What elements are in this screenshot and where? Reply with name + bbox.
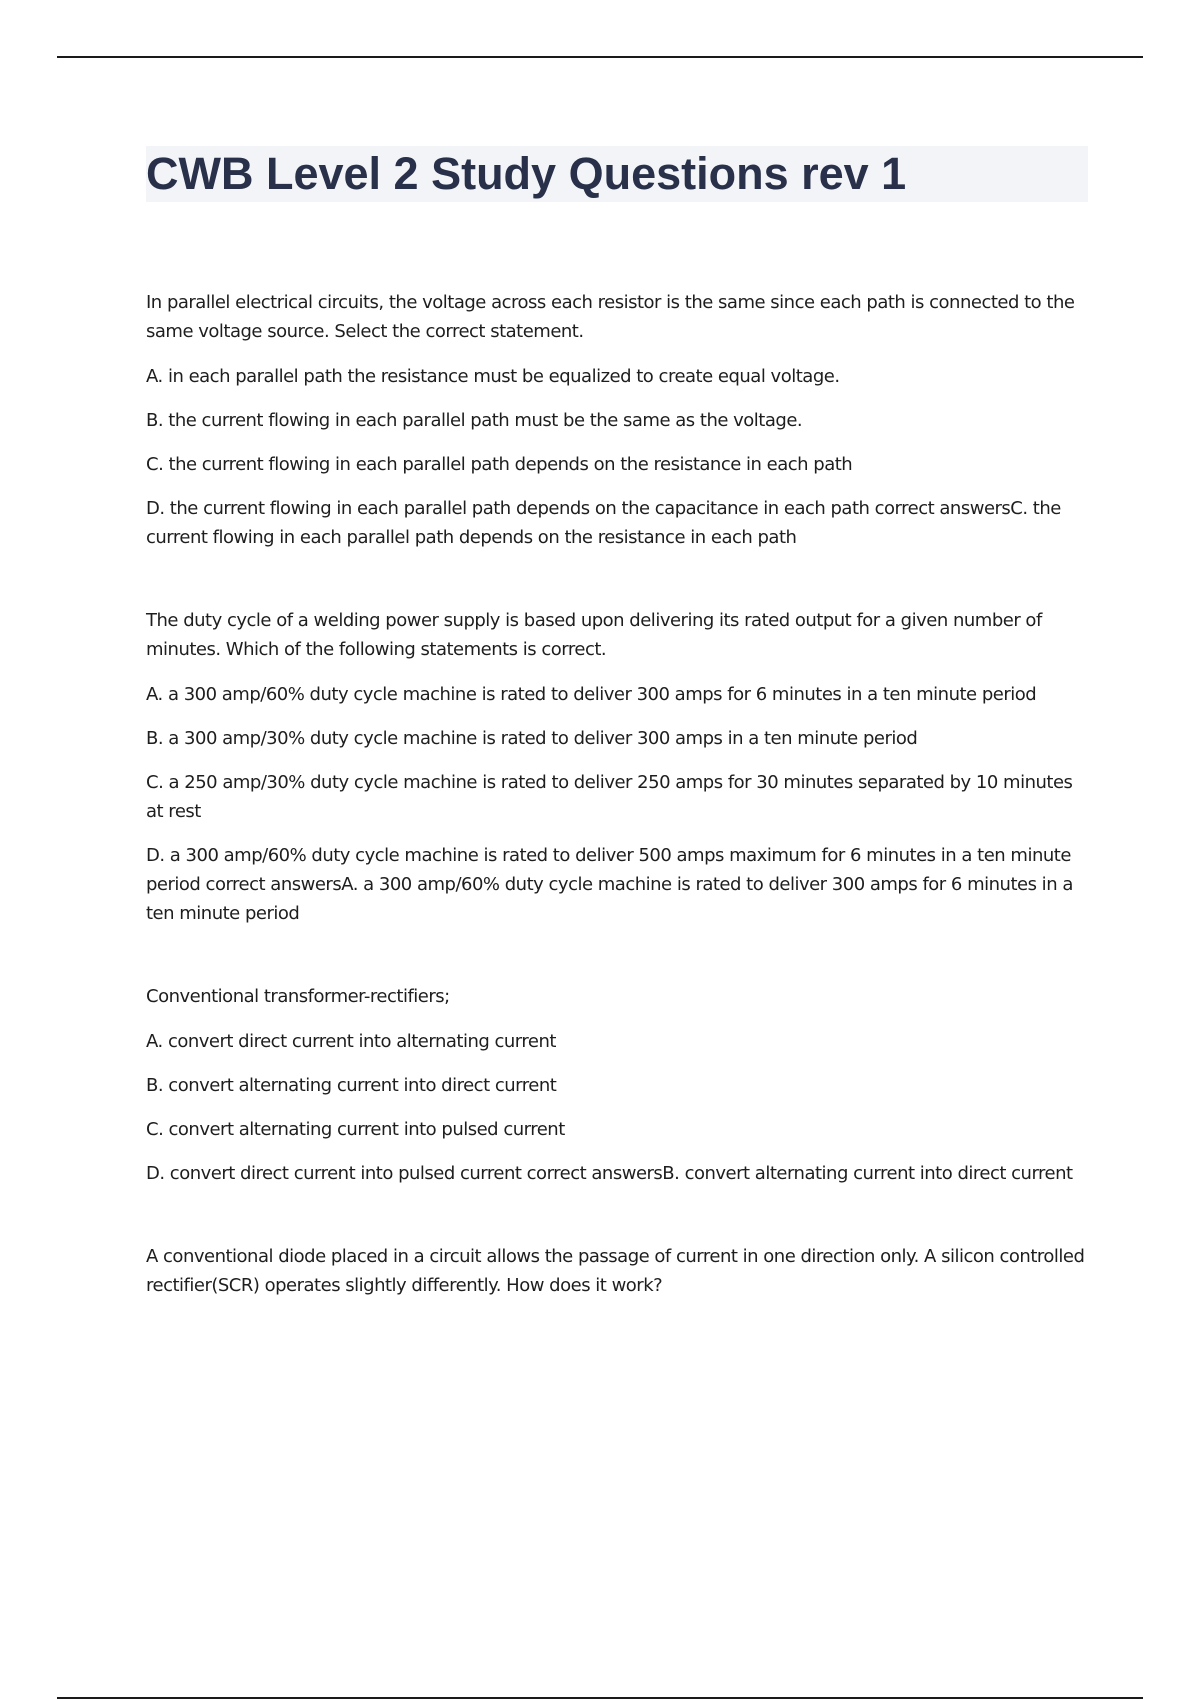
question-stem: The duty cycle of a welding power supply is based upon delivering its rated output for a given number of minutes. Which of the following statements is correct. bbox=[146, 610, 1042, 660]
answer-option-d: D. the current flowing in each parallel path depends on the capacitance in each path correct answersC. the current flowing in each parallel path depends on the resistance in each path bbox=[146, 498, 1061, 548]
answer-option-d: D. a 300 amp/60% duty cycle machine is rated to deliver 500 amps maximum for 6 minutes in a ten minute period correct answersA. a 300 amp/60% duty cycle machine is rated to deliver 300 amps for 6 minutes in a ten minute period bbox=[146, 845, 1073, 924]
question-block-4 bbox=[146, 1242, 1088, 1300]
question-block-1 bbox=[146, 288, 1088, 552]
document-title: CWB Level 2 Study Questions rev 1 bbox=[146, 148, 907, 199]
question-stem: A conventional diode placed in a circuit allows the passage of current in one direction only. A silicon controlled rectifier(SCR) operates slightly differently. How does it work? bbox=[146, 1246, 1085, 1296]
question-block-3 bbox=[146, 982, 1088, 1188]
answer-option-c: C. convert alternating current into pulsed current bbox=[146, 1119, 565, 1140]
question-stem: Conventional transformer-rectifiers; bbox=[146, 986, 450, 1007]
header-rule bbox=[57, 56, 1143, 58]
answer-option-c: C. the current flowing in each parallel path depends on the resistance in each path bbox=[146, 454, 853, 475]
answer-option-a: A. convert direct current into alternating current bbox=[146, 1031, 556, 1052]
footer-rule bbox=[57, 1697, 1143, 1699]
answer-option-d: D. convert direct current into pulsed current correct answersB. convert alternating current into direct current bbox=[146, 1163, 1073, 1184]
answer-option-b: B. convert alternating current into direct current bbox=[146, 1075, 557, 1096]
question-block-2 bbox=[146, 606, 1088, 928]
answer-option-b: B. the current flowing in each parallel path must be the same as the voltage. bbox=[146, 410, 803, 431]
answer-option-c: C. a 250 amp/30% duty cycle machine is rated to deliver 250 amps for 30 minutes separated by 10 minutes at rest bbox=[146, 772, 1073, 822]
question-stem: In parallel electrical circuits, the voltage across each resistor is the same since each path is connected to the same voltage source. Select the correct statement. bbox=[146, 292, 1075, 342]
answer-option-a: A. a 300 amp/60% duty cycle machine is rated to deliver 300 amps for 6 minutes in a ten minute period bbox=[146, 684, 1037, 705]
answer-option-a: A. in each parallel path the resistance must be equalized to create equal voltage. bbox=[146, 366, 840, 387]
answer-option-b: B. a 300 amp/30% duty cycle machine is rated to deliver 300 amps in a ten minute period bbox=[146, 728, 918, 749]
questions-container bbox=[146, 288, 1088, 1354]
